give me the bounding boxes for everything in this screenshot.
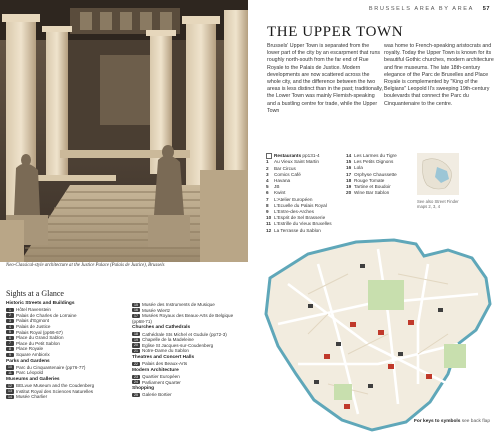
restaurant-item: 20 Wine Bar Sablon <box>346 190 390 196</box>
restaurant-item: 5 JB <box>266 184 280 190</box>
page-number: 57 <box>482 6 490 12</box>
restaurant-square-icon <box>266 153 272 159</box>
restaurant-item: 17 Orphyse Chaussette <box>346 171 397 177</box>
restaurant-item: 4 Havana <box>266 178 291 184</box>
sight-item: 25 Galerie Bortier <box>132 392 242 398</box>
sights-category: Churches and Cathedrals <box>132 325 191 331</box>
sight-item: 24 Parliament Quarter <box>132 380 242 386</box>
section-label: BRUSSELS AREA BY AREA <box>368 6 474 12</box>
key-note: For keys to symbols see back flap <box>413 419 490 424</box>
sight-item: 11 Parc Léopold <box>6 370 126 376</box>
sights-category: Museums and Galleries <box>6 376 60 382</box>
restaurant-item: 9 L'Entre-des-Arches <box>266 209 314 215</box>
sight-item: 12 BELvue Museum and the Coudenberg <box>6 383 126 389</box>
sight-item: 3 Palais d'Egmont <box>6 318 126 324</box>
restaurants-list-col1 <box>266 153 341 240</box>
sight-item: 10 Parc du Cinquantenaire (pp76-77) <box>6 365 126 371</box>
sight-item: 6 Place du Grand Sablon <box>6 335 126 341</box>
parc-leopold <box>444 344 466 368</box>
restaurant-item: 7 L'Atelier Européen <box>266 196 313 202</box>
sights-category: Historic Streets and Buildings <box>6 301 75 306</box>
sight-item: 15 Musée des Instruments de Musique <box>132 302 242 308</box>
sight-item: 8 Place Royale <box>6 346 126 352</box>
sight-item: 16 Musée Wiertz <box>132 308 242 314</box>
sight-item: 17 Musées Royaux des Beaux-Arts de Belgique (pp68-71) <box>132 313 234 324</box>
restaurant-item: 12 La Terrasse du Sablon <box>266 227 321 233</box>
locator-label: See also Street Finder maps 2, 3, 4 <box>417 199 459 210</box>
sight-item: 7 Place du Petit Sablon <box>6 341 126 347</box>
sights-category: Parks and Gardens <box>6 358 50 364</box>
sight-item: 22 Palais des Beaux-Arts <box>132 361 242 367</box>
sights-category: Modern Architecture <box>132 367 179 373</box>
restaurant-item: 2 Bar Circus <box>266 165 296 171</box>
running-header <box>369 6 490 12</box>
sight-item: 21 Notre-Dame du Sablon <box>132 348 242 354</box>
restaurant-item: 1 Au Vieux Saint Martin <box>266 159 319 165</box>
sight-item: 19 Chapelle de la Madeleine <box>132 337 242 343</box>
restaurant-item: 11 L'Estrille du Vieux Bruxelles <box>266 221 332 227</box>
restaurant-item: 8 L'Ecuelle du Palais Royal <box>266 202 327 208</box>
sight-item: 5 Palais Royal (pp66-67) <box>6 330 126 336</box>
sights-column-left <box>6 300 126 400</box>
sight-item: 2 Palais de Charles de Lorraine <box>6 313 126 319</box>
parc-de-bruxelles <box>368 280 404 310</box>
photo-caption: Neo-Classical-style architecture at the Justice Palace (Palais de Justice), Brussels <box>6 263 165 268</box>
page-title: THE UPPER TOWN <box>267 24 404 40</box>
sight-item: 18 Cathédrale Sts Michel et Gudule (pp72-3) <box>132 332 242 338</box>
sight-item: 9 Square Ambiorix <box>6 352 126 358</box>
restaurant-item: 15 Les Petits Oignons <box>346 159 394 165</box>
restaurant-item: 16 Lola <box>346 165 363 171</box>
sight-item: 4 Palais de Justice <box>6 324 126 330</box>
sights-category: Theatres and Concert Halls <box>132 354 195 360</box>
palais-de-justice-photo <box>0 0 248 262</box>
intro-column-2: was home to French-speaking aristocrats and royalty. Today the Upper Town is known for its beautiful Gothic churches, modern architecture and fine museums. The late 18th-century elegance of the Parc de Bruxelles and Place Royale is complemented by "King of the Belgians" Leopold II's sweeping 19th-century boulevards that connect the Parc du Cinquantenaire to the centre. <box>384 43 494 107</box>
sights-title: Sights at a Glance <box>6 289 64 298</box>
restaurant-item: 18 Rouge Tomate <box>346 177 385 183</box>
sights-column-right <box>132 300 242 400</box>
sight-item: 13 Institut Royal des Sciences Naturelles <box>6 389 126 395</box>
sights-category: Shopping <box>132 386 155 392</box>
petit-sablon <box>334 384 352 400</box>
restaurant-item: 14 Les Larmes du Tigre <box>346 153 397 158</box>
restaurants-list-col2 <box>346 153 406 196</box>
sight-item: 14 Musée Charlier <box>6 394 126 400</box>
upper-town-street-map <box>248 234 500 434</box>
locator-map <box>417 153 459 195</box>
restaurant-item: 6 Kwint <box>266 190 286 196</box>
sight-item: 20 Eglise St Jacques-sur-Coudenberg <box>132 343 242 349</box>
sight-item: 1 Hôtel Ravenstein <box>6 307 126 313</box>
restaurant-item: 19 Tartine et Boudoir <box>346 184 391 190</box>
sight-item: 23 Quartier Européen <box>132 374 242 380</box>
restaurant-item: 3 Comics Café <box>266 171 301 177</box>
intro-column-1: Brussels' Upper Town is separated from the lower part of the city by an escarpment that runs roughly north-south from the far end of Rue Royale to the Palais de Justice. Modern developments are now scattered across the whole city, and the difference between the two areas is less distinct than in the past; traditionally, the Lower Town was mainly Flemish-speaking and a bustling centre for trade, while the Upper Town <box>267 43 383 114</box>
restaurant-item: 10 L'Esprit de Sel Brasserie <box>266 215 326 221</box>
sights-at-a-glance <box>6 289 242 400</box>
restaurants-heading: Restaurants pp131-4 <box>266 153 341 159</box>
